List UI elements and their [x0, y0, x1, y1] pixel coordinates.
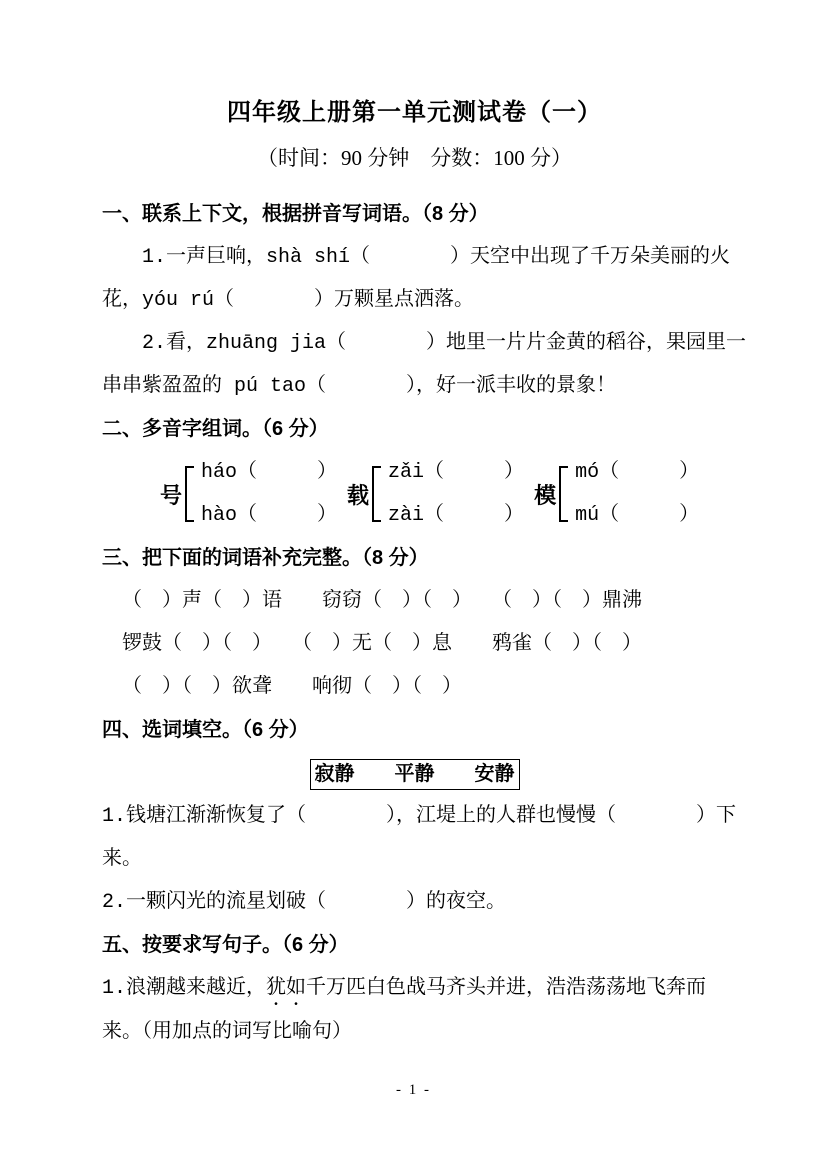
s4-text-line: 1.钱塘江渐渐恢复了（ ），江堤上的人群也慢慢（ ）下: [102, 805, 737, 828]
section-3-heading: 三、把下面的词语补充完整。（8 分）: [102, 547, 429, 569]
polyphone-character: 号: [160, 482, 183, 508]
section-2-heading: 二、多音字组词。（6 分）: [102, 418, 329, 440]
polyphone-character: 模: [534, 482, 557, 508]
pinyin-blank-line: zǎi（ ）: [388, 461, 525, 484]
s1-text-line: 花，yóu rú（ ）万颗星点洒落。: [102, 289, 475, 312]
bracket-icon: [185, 466, 194, 522]
section-4-heading: 四、选词填空。（6 分）: [102, 719, 309, 741]
pinyin-blank-line: mú（ ）: [575, 504, 700, 527]
s3-idiom-line: （ ）声（ ）语 窃窃（ ）（ ） （ ）（ ）鼎沸: [122, 590, 642, 613]
polyphone-readings: [201, 451, 337, 537]
bracket-icon: [372, 466, 381, 522]
s3-idiom-line: 锣鼓（ ）（ ） （ ）无（ ）息 鸦雀（ ）（ ）: [122, 633, 642, 656]
emphasized-word: 犹如: [266, 977, 307, 1000]
polyphone-exercise: [160, 451, 727, 537]
sentence-pre: 1.浪潮越来越近，: [102, 977, 267, 1000]
polyphone-character: 载: [347, 482, 370, 508]
sentence-post: 千万匹白色战马齐头并进，浩浩荡荡地飞奔而: [306, 977, 707, 1000]
polyphone-group-hao: [160, 451, 337, 537]
polyphone-readings: [575, 451, 699, 537]
pinyin-blank-line: hào（ ）: [201, 504, 338, 527]
polyphone-readings: [388, 451, 524, 537]
pinyin-blank-line: háo（ ）: [201, 461, 338, 484]
s3-idiom-line: （ ）（ ）欲聋 响彻（ ）（ ）: [122, 676, 462, 699]
s5-text-line: 来。（用加点的词写比喻句）: [102, 1021, 352, 1044]
section-1-heading: 一、联系上下文，根据拼音写词语。（8 分）: [102, 203, 489, 225]
pinyin-blank-line: zài（ ）: [388, 504, 525, 527]
s4-text-line: 2.一颗闪光的流星划破（ ）的夜空。: [102, 891, 507, 914]
s4-text-line: 来。: [102, 848, 142, 871]
s5-text-line: [102, 967, 727, 1011]
polyphone-group-zai: [347, 451, 524, 537]
polyphone-group-mo: [534, 451, 699, 537]
bracket-icon: [559, 466, 568, 522]
page-subtitle: （时间：90 分钟 分数：100 分）: [257, 146, 572, 170]
word-bank-box: 寂静 平静 安静: [310, 759, 520, 790]
pinyin-blank-line: mó（ ）: [575, 461, 700, 484]
word-bank-row: [102, 752, 727, 795]
s1-text-line: 1.一声巨响，shà shí（ ）天空中出现了千万朵美丽的火: [142, 246, 731, 269]
s1-text-line: 串串紫盈盈的 pú tao（ ），好一派丰收的景象！: [102, 375, 617, 398]
page-content: [0, 96, 827, 1054]
page-number: - 1 -: [396, 1082, 431, 1098]
page-title: 四年级上册第一单元测试卷（一）: [227, 99, 602, 126]
s1-text-line: 2.看，zhuāng jia（ ）地里一片片金黄的稻谷，果园里一: [142, 332, 747, 355]
section-5-heading: 五、按要求写句子。（6 分）: [102, 934, 349, 956]
